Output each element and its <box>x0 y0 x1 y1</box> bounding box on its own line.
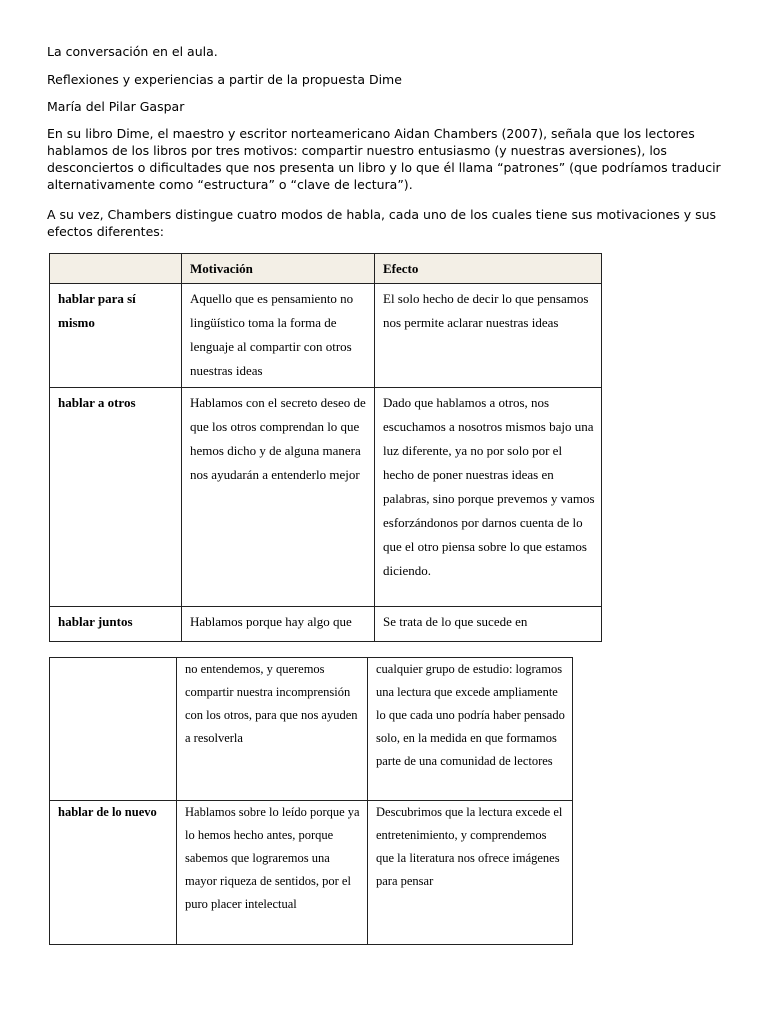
motivation-cell: no entendemos, y queremos compartir nuestra incomprensión con los otros, para que nos ayuden a resolverla <box>177 658 368 801</box>
modes-paragraph: A su vez, Chambers distingue cuatro modos de habla, cada uno de los cuales tiene sus motivaciones y sus efectos diferentes: <box>47 207 717 239</box>
table-row <box>50 607 602 642</box>
effect-cell: Descubrimos que la lectura excede el entretenimiento, y comprendemos que la literatura nos ofrece imágenes para pensar <box>368 801 573 945</box>
motivation-cell: Aquello que es pensamiento no lingüístico toma la forma de lenguaje al compartir con otros nuestras ideas <box>182 284 375 388</box>
table-header-motivation: Motivación <box>182 254 375 284</box>
table-header-row <box>50 254 602 284</box>
table-row <box>50 388 602 607</box>
motivation-cell: Hablamos con el secreto deseo de que los otros comprendan lo que hemos dicho y de alguna manera nos ayudarán a entenderlo mejor <box>182 388 375 607</box>
mode-cell: hablar juntos <box>50 607 182 642</box>
mode-cell: hablar para sí mismo <box>50 284 182 388</box>
effect-cell: Dado que hablamos a otros, nos escuchamos a nosotros mismos bajo una luz diferente, ya no por solo por el hecho de poner nuestras ideas en palabras, sino porque prevemos y vamos esforzándonos por darnos cuenta de lo que el otro piensa sobre lo que estamos diciendo. <box>375 388 602 607</box>
effect-cell: El solo hecho de decir lo que pensamos nos permite aclarar nuestras ideas <box>375 284 602 388</box>
table-row <box>50 284 602 388</box>
document-author: María del Pilar Gaspar <box>47 99 185 114</box>
motivation-cell: Hablamos sobre lo leído porque ya lo hemos hecho antes, porque sabemos que lograremos una mayor riqueza de sentidos, por el puro placer intelectual <box>177 801 368 945</box>
mode-cell: hablar de lo nuevo <box>50 801 177 945</box>
effect-cell: cualquier grupo de estudio: logramos una lectura que excede ampliamente lo que cada uno podría haber pensado solo, en la medida en que formamos parte de una comunidad de lectores <box>368 658 573 801</box>
speech-modes-table-continued <box>49 657 573 945</box>
effect-cell: Se trata de lo que sucede en <box>375 607 602 642</box>
motivation-cell: Hablamos porque hay algo que <box>182 607 375 642</box>
table-header-cell <box>50 254 182 284</box>
mode-cell <box>50 658 177 801</box>
table-row <box>50 658 573 801</box>
intro-paragraph: En su libro Dime, el maestro y escritor norteamericano Aidan Chambers (2007), señala que los lectores hablamos de los libros por tres motivos: compartir nuestro entusiasmo (y nuestras aversiones), los desconciertos o dificultades que nos presenta un libro y lo que él llama “patrones” (que podríamos traducir alternativamente como “estructura” o “clave de lectura”). <box>47 126 721 192</box>
mode-cell: hablar a otros <box>50 388 182 607</box>
document-title: La conversación en el aula. <box>47 44 218 59</box>
table-row <box>50 801 573 945</box>
speech-modes-table <box>49 253 602 642</box>
document-subtitle: Reflexiones y experiencias a partir de la propuesta Dime <box>47 72 402 87</box>
table-header-effect: Efecto <box>375 254 602 284</box>
